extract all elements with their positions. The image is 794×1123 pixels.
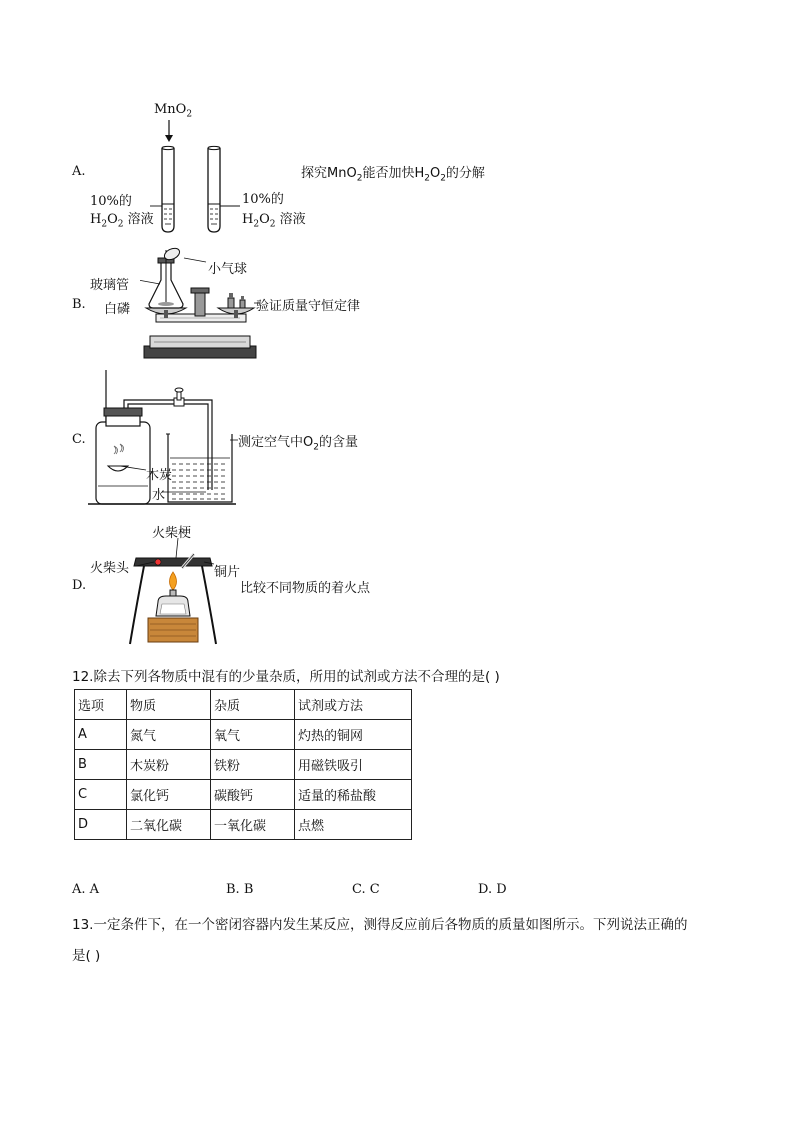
table-cell: 二氧化碳 — [127, 810, 211, 840]
left-tube-percent: 10%的 — [90, 194, 132, 209]
table-cell: 灼热的铜网 — [295, 720, 412, 750]
q13-stem-line2: 是( ) — [72, 948, 101, 964]
table-cell: 用磁铁吸引 — [295, 750, 412, 780]
choice-a[interactable]: A. A — [72, 882, 100, 897]
table-header-cell: 物质 — [127, 690, 211, 720]
q12-stem: 12.除去下列各物质中混有的少量杂质，所用的试剂或方法不合理的是( ) — [72, 669, 500, 685]
charcoal-label: 木炭 — [146, 468, 173, 483]
table-cell: 氯化钙 — [127, 780, 211, 810]
table-cell: B — [75, 750, 127, 780]
option-d-letter: D. — [72, 578, 87, 593]
table-cell: 点燃 — [295, 810, 412, 840]
option-a-caption: 探究MnO$_2$能否加快$H_2O_2$的分解 — [301, 166, 485, 184]
table-row — [75, 720, 412, 750]
table-row — [75, 780, 412, 810]
table-header-cell: 选项 — [75, 690, 127, 720]
water-label: 水 — [152, 488, 166, 503]
match-stick-label: 火柴梗 — [152, 526, 192, 541]
q13-stem-line1: 13.一定条件下，在一个密闭容器内发生某反应，测得反应前后各物质的质量如图所示。下列说法正确的 — [72, 917, 688, 933]
glass-tube-label: 玻璃管 — [90, 278, 130, 293]
balloon-label: 小气球 — [208, 262, 248, 277]
option-d-caption: 比较不同物质的着火点 — [240, 581, 371, 596]
table-header-cell: 杂质 — [211, 690, 295, 720]
copper-label: 铜片 — [214, 565, 241, 580]
option-c-letter: C. — [72, 432, 86, 447]
q12-table — [74, 689, 412, 840]
choice-d[interactable]: D. D — [478, 882, 507, 897]
right-tube-percent: 10%的 — [242, 192, 284, 207]
table-cell: 适量的稀盐酸 — [295, 780, 412, 810]
table-row — [75, 810, 412, 840]
table-cell: 铁粉 — [211, 750, 295, 780]
left-tube-solution: $H_2O_2$ 溶液 — [90, 212, 154, 230]
choice-c[interactable]: C. C — [352, 882, 380, 897]
match-head-label: 火柴头 — [90, 561, 130, 576]
right-tube-solution: $H_2O_2$ 溶液 — [242, 212, 306, 230]
table-cell: 碳酸钙 — [211, 780, 295, 810]
option-b-letter: B. — [72, 297, 86, 312]
table-header-cell: 试剂或方法 — [295, 690, 412, 720]
test-tubes-figure — [150, 118, 240, 236]
table-cell: 氮气 — [127, 720, 211, 750]
ignition-point-figure — [118, 538, 228, 648]
mno2-label: MnO$_2$ — [154, 102, 193, 120]
table-cell: C — [75, 780, 127, 810]
table-cell: 一氧化碳 — [211, 810, 295, 840]
table-cell: 木炭粉 — [127, 750, 211, 780]
white-phosphorus-label: 白磷 — [104, 302, 131, 317]
option-c-caption: 测定空气中$O_2$的含量 — [238, 435, 358, 453]
table-cell: A — [75, 720, 127, 750]
option-a-letter: A. — [72, 164, 86, 179]
table-row — [75, 750, 412, 780]
table-header-row — [75, 690, 412, 720]
choice-b[interactable]: B. B — [226, 882, 254, 897]
option-b-caption: 验证质量守恒定律 — [256, 299, 361, 314]
table-cell: 氧气 — [211, 720, 295, 750]
table-cell: D — [75, 810, 127, 840]
